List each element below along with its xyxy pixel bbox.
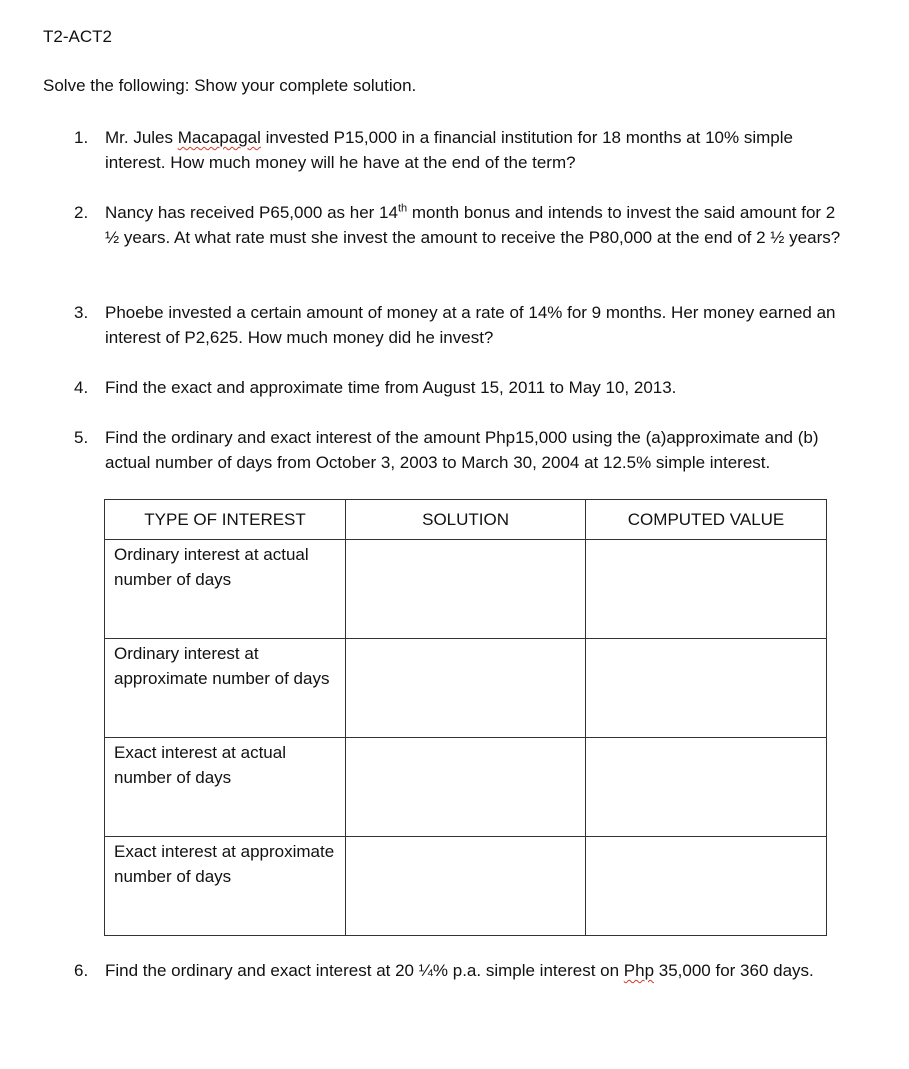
computed-value-cell[interactable] bbox=[586, 738, 827, 837]
problem-number: 4. bbox=[74, 378, 89, 397]
problem-text bbox=[105, 125, 844, 175]
solution-cell[interactable] bbox=[346, 738, 586, 837]
column-header-type: TYPE OF INTEREST bbox=[105, 500, 346, 540]
problem-number: 2. bbox=[74, 203, 89, 222]
spellcheck-flagged-word: Macapagal bbox=[177, 128, 261, 147]
problem-text-part: invested P15,000 in a financial institution for 18 months at 10% simple interest. How much money will he have at the end of the term? bbox=[105, 128, 793, 172]
problem-text bbox=[105, 958, 844, 983]
problem-number: 6. bbox=[74, 961, 89, 980]
problem-text: Find the ordinary and exact interest of the amount Php15,000 using the (a)approximate and (b) actual number of days from October 3, 2003 to March 30, 2004 at 12.5% simple interest. bbox=[105, 428, 819, 472]
table-header-row bbox=[105, 500, 827, 540]
column-header-computed-value: COMPUTED VALUE bbox=[586, 500, 827, 540]
page-title: T2-ACT2 bbox=[43, 27, 112, 46]
interest-type-cell: Ordinary interest at actual number of days bbox=[105, 540, 346, 639]
interest-table bbox=[104, 499, 827, 936]
table-row bbox=[105, 738, 827, 837]
problem-5 bbox=[74, 425, 844, 475]
problem-2 bbox=[74, 200, 844, 250]
instructions: Solve the following: Show your complete solution. bbox=[43, 76, 417, 95]
problem-number: 3. bbox=[74, 303, 89, 322]
problem-6 bbox=[74, 958, 844, 983]
problem-3 bbox=[74, 300, 844, 350]
problem-text-part: Find the ordinary and exact interest at 20 ¼% p.a. simple interest on bbox=[105, 961, 624, 980]
computed-value-cell[interactable] bbox=[586, 540, 827, 639]
column-header-solution: SOLUTION bbox=[346, 500, 586, 540]
problem-text: Phoebe invested a certain amount of money at a rate of 14% for 9 months. Her money earned an interest of P2,625. How much money did he invest? bbox=[105, 303, 836, 347]
table-row bbox=[105, 639, 827, 738]
problem-4 bbox=[74, 375, 844, 400]
solution-cell[interactable] bbox=[346, 837, 586, 936]
computed-value-cell[interactable] bbox=[586, 837, 827, 936]
superscript: th bbox=[397, 202, 408, 215]
table-row bbox=[105, 837, 827, 936]
computed-value-cell[interactable] bbox=[586, 639, 827, 738]
interest-type-cell: Exact interest at approximate number of days bbox=[105, 837, 346, 936]
problem-text-part: month bonus and intends to invest the said amount for 2 ½ years. At what rate must she invest the amount to receive the P80,000 at the end of 2 ½ years? bbox=[105, 203, 841, 247]
spellcheck-flagged-word: Php bbox=[623, 961, 655, 980]
problem-text: Find the exact and approximate time from August 15, 2011 to May 10, 2013. bbox=[105, 378, 677, 397]
interest-type-cell: Exact interest at actual number of days bbox=[105, 738, 346, 837]
solution-cell[interactable] bbox=[346, 639, 586, 738]
problem-text-part: Nancy has received P65,000 as her 14 bbox=[105, 203, 398, 222]
interest-type-cell: Ordinary interest at approximate number of days bbox=[105, 639, 346, 738]
problem-text bbox=[105, 200, 844, 250]
problem-number: 1. bbox=[74, 128, 89, 147]
solution-cell[interactable] bbox=[346, 540, 586, 639]
problem-number: 5. bbox=[74, 428, 89, 447]
problem-1 bbox=[74, 125, 844, 175]
table-row bbox=[105, 540, 827, 639]
problem-text-part: 35,000 for 360 days. bbox=[654, 961, 814, 980]
problem-text-part: Mr. Jules bbox=[105, 128, 178, 147]
